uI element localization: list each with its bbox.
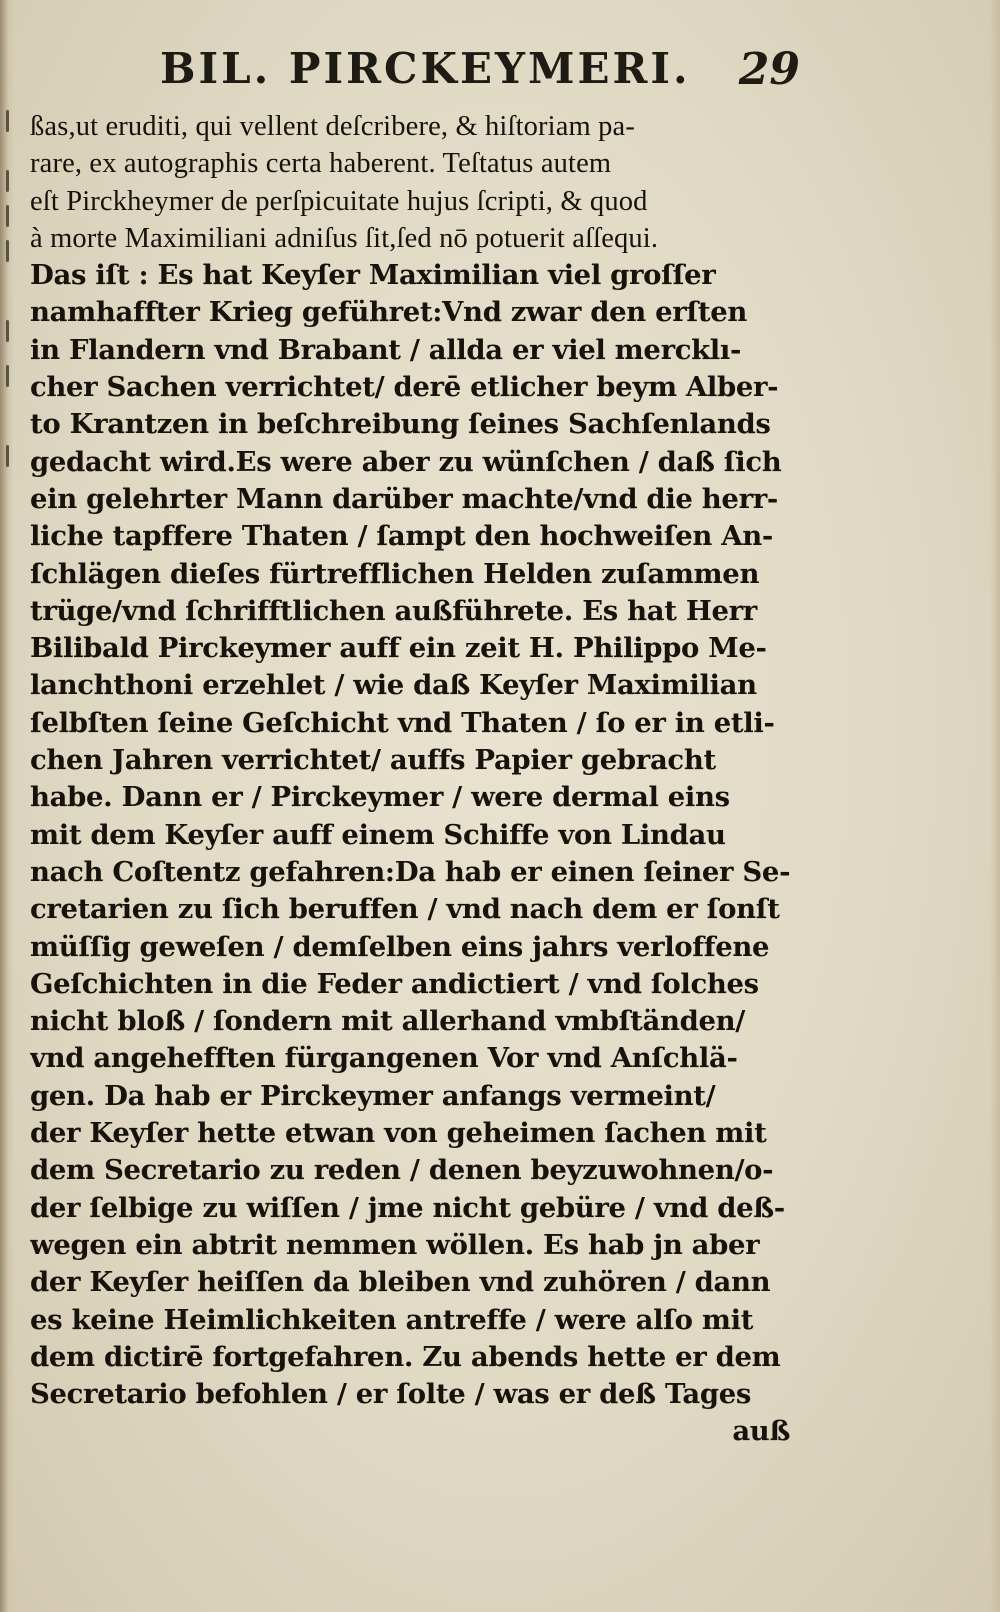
text-line: ein gelehrter Mann darüber machte/vnd die herr- xyxy=(30,482,778,515)
text-line: chen Jahren verrichtet/ auffs Papier gebracht xyxy=(30,744,716,777)
text-line: cher Sachen verrichtet/ derē etlicher beym Alber- xyxy=(30,371,779,404)
text-line: eſt Pirckheymer de perſpicuitate hujus ſcripti, & quod xyxy=(30,185,648,217)
text-line: rare, ex autographis certa haberent. Teſtatus autem xyxy=(30,148,612,180)
text-line: à morte Maximiliani adniſus ſit,ſed nō potuerit aſſequi. xyxy=(30,222,659,254)
text-line: der ſelbige zu wiſſen / jme nicht gebüre / vnd deß- xyxy=(30,1191,785,1224)
gutter-ink-marks xyxy=(6,110,12,530)
text-line: habe. Dann er / Pirckeymer / were dermal eins xyxy=(30,781,730,814)
text-line: namhaffter Krieg geführet:Vnd zwar den erſten xyxy=(30,296,748,329)
text-line: mit dem Keyſer auff einem Schiffe von Lindau xyxy=(30,818,726,851)
text-line: der Keyſer heiſſen da bleiben vnd zuhören / dann xyxy=(30,1266,771,1299)
text-line: lanchthoni erzehlet / wie daß Keyſer Maximilian xyxy=(30,669,757,702)
text-line: cretarien zu ſich beruffen / vnd nach dem er ſonſt xyxy=(30,893,780,926)
text-line: ßas,ut eruditi, qui vellent deſcribere, & hiſtoriam pa- xyxy=(30,111,635,142)
running-head: BIL. PIRCKEYMERI. xyxy=(160,44,691,93)
text-line: dem Secretario zu reden / denen beyzuwohnen/o- xyxy=(30,1154,774,1187)
text-line: liche tapffere Thaten / ſampt den hochweiſen An- xyxy=(30,520,773,553)
page-edge xyxy=(990,0,1000,1612)
text-line: ſchlägen dieſes fürtrefflichen Helden zuſammen xyxy=(30,557,760,590)
text-line: nach Coſtentz gefahren:Da hab er einen ſeiner Se- xyxy=(30,855,791,888)
text-line: in Flandern vnd Brabant / allda er viel mercklı- xyxy=(30,333,742,366)
text-line: Secretario befohlen / er ſolte / was er deß Tages xyxy=(30,1378,752,1411)
catchword: auß xyxy=(732,1415,790,1448)
text-line: Bilibald Pirckeymer auff ein zeit H. Philippo Me- xyxy=(30,632,767,665)
text-line: trüge/vnd ſchrifftlichen außführete. Es hat Herr xyxy=(30,594,757,627)
text-line: der Keyſer hette etwan von geheimen ſachen mit xyxy=(30,1117,767,1150)
text-line: Das iſt : Es hat Keyſer Maximilian viel groſſer xyxy=(30,259,716,292)
text-line: müſſig geweſen / demſelben eins jahrs verloffene xyxy=(30,930,770,963)
text-line: vnd angehefften fürgangenen Vor vnd Anſchlä- xyxy=(30,1042,738,1075)
text-line: Geſchichten in die Feder andictiert / vnd ſolches xyxy=(30,967,759,1000)
text-line: es keine Heimlichkeiten antreffe / were alſo mit xyxy=(30,1303,754,1336)
page-number: 29 xyxy=(738,44,800,95)
text-line: gedacht wird.Es were aber zu wünſchen / daß ſich xyxy=(30,445,782,478)
text-line: nicht bloß / ſondern mit allerhand vmbſtänden/ xyxy=(30,1005,745,1038)
text-line: wegen ein abtrit nemmen wöllen. Es hab jn aber xyxy=(30,1228,760,1261)
text-line: gen. Da hab er Pirckeymer anfangs vermeint/ xyxy=(30,1079,716,1112)
body-text xyxy=(30,108,810,1451)
text-line: to Krantzen in beſchreibung ſeines Sachſenlands xyxy=(30,408,771,441)
text-line: dem dictirē fortgefahren. Zu abends hette er dem xyxy=(30,1340,781,1373)
text-line: ſelbſten ſeine Geſchicht vnd Thaten / ſo er in etli- xyxy=(30,706,775,739)
page-header xyxy=(160,44,800,100)
